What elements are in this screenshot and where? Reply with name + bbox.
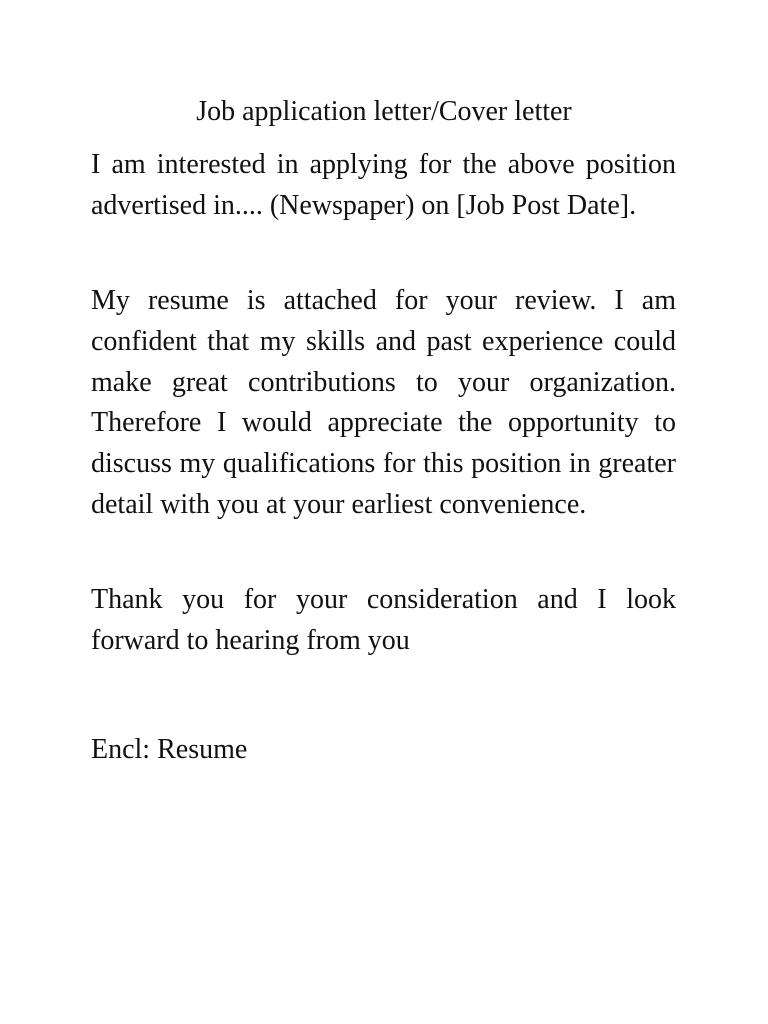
paragraph-closing: Thank you for your consideration and I look forward to hearing from you	[91, 584, 676, 656]
paragraph-resume: My resume is attached for your review. I am confident that my skills and past experience could make great contributions to your organization. Therefore I would appreciate the opportunity to discuss my qualifications for this position in greater detail with you at your earliest convenience.	[91, 285, 676, 520]
enclosure-note: Encl: Resume	[91, 734, 248, 765]
letter-title: Job application letter/Cover letter	[196, 96, 572, 127]
paragraph-interest: I am interested in applying for the above position advertised in.... (Newspaper) on [Job Post Date].	[91, 149, 676, 221]
